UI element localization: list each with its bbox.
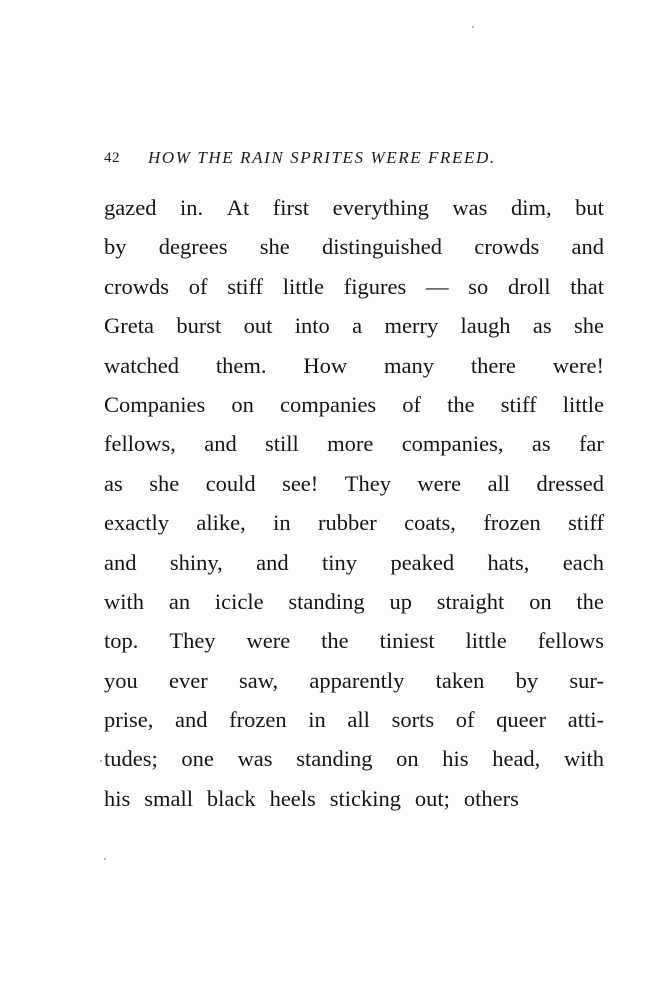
word: into [294, 313, 330, 339]
word: dim, [510, 195, 552, 220]
word: the [576, 588, 604, 614]
word: but [575, 195, 604, 220]
text-line [104, 385, 604, 424]
word: on [396, 746, 419, 772]
word: as [532, 313, 552, 339]
text-line [104, 464, 604, 503]
text-line [104, 424, 604, 463]
word: that [570, 273, 604, 299]
word: stiff [227, 273, 264, 299]
word: out; [414, 785, 450, 811]
word: dressed [536, 470, 604, 496]
word: crowds [474, 234, 540, 260]
word: up [389, 588, 412, 614]
word: atti- [567, 707, 604, 733]
text-line [104, 779, 604, 818]
word: stiff [568, 510, 604, 536]
word: as [531, 431, 551, 457]
word: frozen [483, 510, 541, 536]
text-line [104, 739, 604, 778]
word: and [256, 549, 289, 575]
page-number: 42 [104, 150, 120, 166]
text-line [104, 661, 604, 700]
word: rubber [317, 510, 377, 536]
word: crowds [104, 273, 169, 299]
body-text [104, 188, 604, 818]
paper-speck [100, 760, 102, 762]
word: of [402, 391, 422, 417]
word: others [463, 785, 519, 811]
word: with [563, 746, 604, 772]
word: laugh [460, 313, 511, 339]
word: At [226, 195, 250, 220]
text-line [104, 582, 604, 621]
word: sticking [329, 785, 401, 811]
word: ever [169, 667, 208, 693]
word: were! [552, 352, 604, 378]
text-line [104, 700, 604, 739]
word: small [144, 785, 193, 811]
word: gazed [104, 195, 157, 220]
word: tiniest [379, 628, 435, 654]
word: companies [279, 391, 377, 417]
text-line [104, 188, 604, 227]
word: was [237, 746, 273, 772]
word: first [272, 195, 310, 220]
word: Greta [104, 313, 154, 339]
word: heels [269, 785, 316, 811]
word: and [175, 707, 208, 733]
text-line [104, 503, 604, 542]
word: of [188, 273, 208, 299]
text-line [104, 227, 604, 266]
word: all [487, 470, 511, 496]
word: prise, [104, 707, 154, 733]
word: everything [332, 195, 429, 220]
word: little [282, 273, 325, 299]
word: apparently [309, 667, 405, 693]
word: many [384, 352, 435, 378]
word: and [571, 234, 604, 260]
word: — [425, 273, 449, 299]
word: head, [492, 746, 541, 772]
word: were [246, 628, 291, 654]
word: distinguished [321, 234, 442, 260]
word: burst [176, 313, 222, 339]
word: They [344, 470, 391, 496]
word: was [452, 195, 488, 220]
word: merry [384, 313, 439, 339]
word: hats, [487, 549, 530, 575]
word: them. [215, 352, 267, 378]
word: degrees [158, 234, 228, 260]
word: she [149, 470, 180, 496]
text-line [104, 543, 604, 582]
word: shiny, [169, 549, 223, 575]
word: of [455, 707, 475, 733]
paper-speck [472, 26, 474, 28]
word: in. [180, 195, 204, 220]
word: saw, [239, 667, 279, 693]
word: and [204, 431, 237, 457]
word: exactly [104, 510, 169, 536]
word: coats, [404, 510, 456, 536]
word: in [308, 707, 326, 733]
word: black [206, 785, 256, 811]
word: out [243, 313, 273, 339]
word: she [259, 234, 290, 260]
word: the [447, 391, 475, 417]
word: tudes; [104, 746, 158, 772]
word: fellows, [104, 431, 176, 457]
word: a [352, 313, 363, 339]
word: straight [436, 588, 505, 614]
word: so [468, 273, 489, 299]
running-head [104, 148, 564, 172]
word: an [168, 588, 191, 614]
text-line [104, 306, 604, 345]
word: his [104, 785, 131, 811]
text-line [104, 267, 604, 306]
word: far [578, 431, 604, 457]
text-line [104, 621, 604, 660]
word: she [573, 313, 604, 339]
word: still [265, 431, 299, 457]
word: were [417, 470, 462, 496]
word: figures [343, 273, 407, 299]
word: sur- [569, 667, 604, 693]
word: tiny [322, 549, 358, 575]
word: How [303, 352, 348, 378]
running-title: HOW THE RAIN SPRITES WERE FREED. [148, 148, 496, 167]
word: sorts [391, 707, 435, 733]
word: Companies [104, 391, 206, 417]
word: little [562, 391, 604, 417]
word: peaked [390, 549, 455, 575]
word: by [515, 667, 539, 693]
word: there [470, 352, 516, 378]
word: you [104, 667, 138, 693]
word: on [231, 391, 254, 417]
word: on [529, 588, 552, 614]
word: watched [104, 352, 179, 378]
word: stiff [500, 391, 537, 417]
word: as [104, 470, 123, 496]
word: taken [435, 667, 485, 693]
word: and [104, 549, 137, 575]
word: see! [282, 470, 319, 496]
text-line [104, 346, 604, 385]
word: droll [507, 273, 551, 299]
word: little [465, 628, 507, 654]
word: one [181, 746, 214, 772]
word: frozen [229, 707, 287, 733]
word: the [321, 628, 349, 654]
paper-speck [104, 858, 106, 860]
word: queer [496, 707, 547, 733]
word: each [562, 549, 604, 575]
word: in [273, 510, 291, 536]
word: icicle [214, 588, 264, 614]
word: top. [104, 628, 139, 654]
word: his [442, 746, 469, 772]
word: standing [288, 588, 365, 614]
word: fellows [537, 628, 604, 654]
word: by [104, 234, 127, 260]
word: all [347, 707, 370, 733]
word: standing [296, 746, 373, 772]
word: could [205, 470, 256, 496]
word: alike, [196, 510, 246, 536]
word: with [104, 588, 145, 614]
word: They [169, 628, 216, 654]
word: companies, [401, 431, 504, 457]
word: more [327, 431, 374, 457]
